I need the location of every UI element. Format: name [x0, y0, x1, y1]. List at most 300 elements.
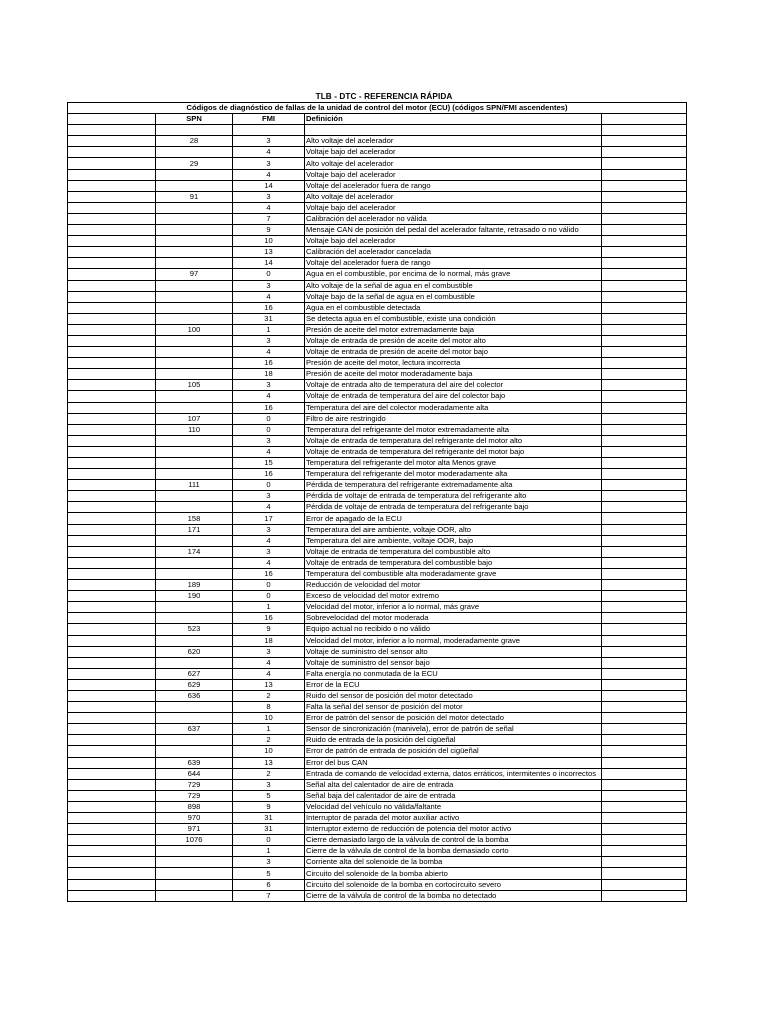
blank-cell	[68, 602, 156, 613]
fmi-cell: 13	[233, 247, 305, 258]
fmi-cell: 8	[233, 702, 305, 713]
definition-cell: Error del bus CAN	[305, 757, 602, 768]
blank-cell	[68, 624, 156, 635]
blank-cell	[68, 524, 156, 535]
blank-cell	[602, 846, 687, 857]
table-row	[68, 269, 687, 280]
definition-cell: Equipo actual no recibido o no válido	[305, 624, 602, 635]
definition-cell: Voltaje de entrada de temperatura del refrigerante del motor bajo	[305, 446, 602, 457]
definition-cell: Voltaje de entrada de temperatura del refrigerante del motor alto	[305, 435, 602, 446]
fmi-cell: 9	[233, 225, 305, 236]
spn-cell	[156, 657, 233, 668]
table-row	[68, 302, 687, 313]
blank-cell	[68, 269, 156, 280]
spn-cell: 28	[156, 136, 233, 147]
fmi-cell: 3	[233, 380, 305, 391]
blank-cell	[602, 580, 687, 591]
definition-cell: Presión de aceite del motor, lectura incorrecta	[305, 358, 602, 369]
blank-cell	[68, 746, 156, 757]
spn-cell: 523	[156, 624, 233, 635]
blank-cell	[68, 879, 156, 890]
blank-cell	[68, 779, 156, 790]
table-row	[68, 890, 687, 901]
fmi-cell: 4	[233, 446, 305, 457]
blank-cell	[68, 358, 156, 369]
table-row	[68, 779, 687, 790]
blank-cell	[68, 424, 156, 435]
blank-cell	[602, 735, 687, 746]
table-row	[68, 580, 687, 591]
fmi-cell: 4	[233, 535, 305, 546]
spn-cell: 637	[156, 724, 233, 735]
table-row	[68, 391, 687, 402]
blank-cell	[602, 524, 687, 535]
blank-cell	[68, 690, 156, 701]
table-subtitle: Códigos de diagnóstico de fallas de la unidad de control del motor (ECU) (códigos SPN/FMI ascendentes)	[68, 103, 687, 114]
definition-cell: Alto voltaje del acelerador	[305, 136, 602, 147]
blank-cell	[68, 846, 156, 857]
table-row	[68, 857, 687, 868]
fmi-cell: 10	[233, 236, 305, 247]
spn-cell	[156, 347, 233, 358]
spn-cell	[156, 491, 233, 502]
table-row	[68, 280, 687, 291]
blank-cell	[68, 324, 156, 335]
blank-cell	[602, 358, 687, 369]
blank-cell	[68, 824, 156, 835]
definition-cell: Pérdida de temperatura del refrigerante extremadamente alta	[305, 480, 602, 491]
fmi-cell: 3	[233, 158, 305, 169]
table-row	[68, 646, 687, 657]
fmi-cell: 2	[233, 690, 305, 701]
fmi-cell	[233, 125, 305, 136]
blank-cell	[602, 757, 687, 768]
table-row	[68, 469, 687, 480]
blank-cell	[68, 147, 156, 158]
fmi-cell: 16	[233, 568, 305, 579]
blank-cell	[602, 302, 687, 313]
blank-cell	[68, 313, 156, 324]
definition-cell: Interruptor externo de reducción de potencia del motor activo	[305, 824, 602, 835]
definition-cell: Voltaje de entrada de presión de aceite del motor alto	[305, 335, 602, 346]
blank-cell	[68, 291, 156, 302]
blank-cell	[602, 713, 687, 724]
definition-cell: Alto voltaje de la señal de agua en el combustible	[305, 280, 602, 291]
blank-cell	[602, 624, 687, 635]
definition-cell: Sensor de sincronización (manivela), error de patrón de señal	[305, 724, 602, 735]
spn-cell: 107	[156, 413, 233, 424]
blank-cell	[68, 169, 156, 180]
table-row	[68, 668, 687, 679]
blank-cell	[602, 424, 687, 435]
definition-cell: Voltaje bajo del acelerador	[305, 169, 602, 180]
blank-cell	[68, 668, 156, 679]
spn-cell	[156, 502, 233, 513]
blank-cell	[68, 191, 156, 202]
table-row	[68, 635, 687, 646]
spn-cell: 898	[156, 801, 233, 812]
table-row	[68, 358, 687, 369]
blank-cell	[68, 391, 156, 402]
fmi-cell: 18	[233, 369, 305, 380]
blank-cell	[68, 158, 156, 169]
blank-cell	[68, 213, 156, 224]
header-spn: SPN	[156, 114, 233, 125]
table-row	[68, 435, 687, 446]
table-row	[68, 546, 687, 557]
spn-cell	[156, 535, 233, 546]
blank-cell	[68, 890, 156, 901]
fmi-cell: 14	[233, 258, 305, 269]
fmi-cell: 1	[233, 846, 305, 857]
table-row	[68, 402, 687, 413]
definition-cell: Agua en el combustible, por encima de lo normal, más grave	[305, 269, 602, 280]
spn-cell: 971	[156, 824, 233, 835]
definition-cell: Voltaje de entrada alto de temperatura del aire del colector	[305, 380, 602, 391]
definition-cell: Temperatura del combustible alta moderadamente grave	[305, 568, 602, 579]
fmi-cell: 7	[233, 890, 305, 901]
blank-cell	[602, 324, 687, 335]
table-row	[68, 735, 687, 746]
definition-cell: Error de apagado de la ECU	[305, 513, 602, 524]
fmi-cell: 18	[233, 635, 305, 646]
table-row	[68, 513, 687, 524]
fmi-cell: 2	[233, 735, 305, 746]
fmi-cell: 6	[233, 879, 305, 890]
definition-cell: Reducción de velocidad del motor	[305, 580, 602, 591]
definition-cell: Ruido del sensor de posición del motor detectado	[305, 690, 602, 701]
spn-cell	[156, 746, 233, 757]
fmi-cell: 0	[233, 835, 305, 846]
blank-cell	[68, 801, 156, 812]
document-title: TLB - DTC - REFERENCIA RÁPIDA	[315, 92, 453, 101]
fmi-cell: 13	[233, 757, 305, 768]
table-row	[68, 369, 687, 380]
spn-cell	[156, 302, 233, 313]
blank-cell	[68, 247, 156, 258]
fmi-cell: 16	[233, 302, 305, 313]
fmi-cell: 1	[233, 602, 305, 613]
definition-cell	[305, 125, 602, 136]
blank-cell	[68, 302, 156, 313]
spn-cell	[156, 602, 233, 613]
fmi-cell: 3	[233, 546, 305, 557]
table-row	[68, 835, 687, 846]
spn-cell	[156, 458, 233, 469]
blank-cell	[602, 801, 687, 812]
blank-cell	[68, 868, 156, 879]
fmi-cell: 0	[233, 413, 305, 424]
table-row	[68, 191, 687, 202]
spn-cell	[156, 202, 233, 213]
blank-cell	[602, 591, 687, 602]
blank-cell	[68, 180, 156, 191]
definition-cell: Calibración del acelerador no válida	[305, 213, 602, 224]
blank-cell	[68, 202, 156, 213]
blank-cell	[68, 280, 156, 291]
blank-cell	[602, 313, 687, 324]
definition-cell: Voltaje de entrada de presión de aceite del motor bajo	[305, 347, 602, 358]
table-row	[68, 757, 687, 768]
fmi-cell: 10	[233, 713, 305, 724]
blank-cell	[602, 269, 687, 280]
definition-cell: Voltaje bajo de la señal de agua en el combustible	[305, 291, 602, 302]
fmi-cell: 3	[233, 779, 305, 790]
blank-cell	[602, 202, 687, 213]
blank-cell	[68, 502, 156, 513]
spn-cell	[156, 313, 233, 324]
definition-cell: Temperatura del aire ambiente, voltaje OOR, alto	[305, 524, 602, 535]
blank-cell	[602, 469, 687, 480]
definition-cell: Cierre de la válvula de control de la bomba no detectado	[305, 890, 602, 901]
header-blank-cell	[68, 114, 156, 125]
blank-cell	[68, 568, 156, 579]
blank-cell	[68, 679, 156, 690]
table-row	[68, 502, 687, 513]
table-row	[68, 335, 687, 346]
blank-cell	[602, 879, 687, 890]
blank-cell	[602, 646, 687, 657]
blank-cell	[602, 402, 687, 413]
spn-cell	[156, 846, 233, 857]
blank-cell	[68, 335, 156, 346]
table-row	[68, 702, 687, 713]
fmi-cell: 16	[233, 469, 305, 480]
table-row	[68, 324, 687, 335]
definition-cell: Interruptor de parada del motor auxiliar activo	[305, 813, 602, 824]
fmi-cell: 3	[233, 524, 305, 535]
blank-cell	[602, 768, 687, 779]
fmi-cell: 4	[233, 391, 305, 402]
spn-cell	[156, 291, 233, 302]
spn-cell	[156, 147, 233, 158]
blank-cell	[602, 491, 687, 502]
definition-cell: Cierre demasiado largo de la válvula de control de la bomba	[305, 835, 602, 846]
blank-cell	[602, 191, 687, 202]
blank-cell	[68, 646, 156, 657]
fmi-cell: 16	[233, 613, 305, 624]
spn-cell	[156, 857, 233, 868]
table-row	[68, 879, 687, 890]
definition-cell: Falta la señal del sensor de posición del motor	[305, 702, 602, 713]
fmi-cell: 2	[233, 768, 305, 779]
spn-cell	[156, 180, 233, 191]
header-fmi: FMI	[233, 114, 305, 125]
table-row	[68, 824, 687, 835]
blank-cell	[68, 546, 156, 557]
spn-cell	[156, 247, 233, 258]
spn-cell: 174	[156, 546, 233, 557]
fmi-cell: 1	[233, 724, 305, 735]
blank-cell	[68, 813, 156, 824]
fmi-cell: 16	[233, 402, 305, 413]
spn-cell	[156, 335, 233, 346]
blank-cell	[68, 347, 156, 358]
spn-cell	[156, 713, 233, 724]
blank-cell	[68, 835, 156, 846]
definition-cell: Falta energía no conmutada de la ECU	[305, 668, 602, 679]
definition-cell: Temperatura del refrigerante del motor extremadamente alta	[305, 424, 602, 435]
fmi-cell: 4	[233, 668, 305, 679]
blank-cell	[602, 824, 687, 835]
spn-cell	[156, 225, 233, 236]
fmi-cell: 17	[233, 513, 305, 524]
blank-cell	[602, 180, 687, 191]
fmi-cell: 4	[233, 557, 305, 568]
spn-cell: 189	[156, 580, 233, 591]
spn-cell: 620	[156, 646, 233, 657]
definition-cell: Voltaje de entrada de temperatura del combustible alto	[305, 546, 602, 557]
blank-cell	[602, 868, 687, 879]
spn-cell	[156, 613, 233, 624]
table-row	[68, 413, 687, 424]
table-row	[68, 846, 687, 857]
blank-cell	[602, 369, 687, 380]
table-row	[68, 624, 687, 635]
blank-cell	[602, 790, 687, 801]
table-row	[68, 258, 687, 269]
blank-cell	[602, 380, 687, 391]
table-row	[68, 125, 687, 136]
definition-cell: Agua en el combustible detectada	[305, 302, 602, 313]
blank-cell	[602, 635, 687, 646]
fmi-cell: 31	[233, 313, 305, 324]
blank-cell	[68, 458, 156, 469]
blank-cell	[68, 724, 156, 735]
blank-cell	[602, 435, 687, 446]
definition-cell: Filtro de aire restringido	[305, 413, 602, 424]
blank-cell	[602, 280, 687, 291]
fmi-cell: 3	[233, 646, 305, 657]
table-row	[68, 524, 687, 535]
fmi-cell: 0	[233, 591, 305, 602]
definition-cell: Mensaje CAN de posición del pedal del acelerador faltante, retrasado o no válido	[305, 225, 602, 236]
table-row	[68, 813, 687, 824]
table-row	[68, 535, 687, 546]
blank-cell	[68, 225, 156, 236]
blank-cell	[68, 591, 156, 602]
spn-cell: 158	[156, 513, 233, 524]
table-row	[68, 236, 687, 247]
table-row	[68, 446, 687, 457]
blank-cell	[602, 813, 687, 824]
blank-cell	[68, 790, 156, 801]
table-row	[68, 213, 687, 224]
blank-cell	[68, 580, 156, 591]
table-row	[68, 347, 687, 358]
definition-cell: Temperatura del aire ambiente, voltaje OOR, bajo	[305, 535, 602, 546]
table-subtitle-row	[68, 103, 687, 114]
definition-cell: Pérdida de voltaje de entrada de temperatura del refrigerante alto	[305, 491, 602, 502]
definition-cell: Voltaje bajo del acelerador	[305, 202, 602, 213]
fmi-cell: 15	[233, 458, 305, 469]
blank-cell	[602, 668, 687, 679]
blank-cell	[602, 136, 687, 147]
definition-cell: Exceso de velocidad del motor extremo	[305, 591, 602, 602]
spn-cell: 1076	[156, 835, 233, 846]
definition-cell: Voltaje del acelerador fuera de rango	[305, 180, 602, 191]
fmi-cell: 9	[233, 624, 305, 635]
fmi-cell: 4	[233, 502, 305, 513]
definition-cell: Voltaje bajo del acelerador	[305, 147, 602, 158]
blank-cell	[602, 557, 687, 568]
fmi-cell: 4	[233, 169, 305, 180]
table-row	[68, 768, 687, 779]
blank-cell	[68, 402, 156, 413]
fmi-cell: 0	[233, 269, 305, 280]
spn-cell	[156, 169, 233, 180]
table-row	[68, 557, 687, 568]
header-definition: Definición	[305, 114, 602, 125]
fmi-cell: 9	[233, 801, 305, 812]
definition-cell: Velocidad del motor, inferior a lo normal, más grave	[305, 602, 602, 613]
table-row	[68, 746, 687, 757]
table-row	[68, 380, 687, 391]
table-row	[68, 158, 687, 169]
definition-cell: Ruido de entrada de la posición del cigüeñal	[305, 735, 602, 746]
table-row	[68, 458, 687, 469]
blank-cell	[602, 679, 687, 690]
fmi-cell: 3	[233, 435, 305, 446]
definition-cell: Circuito del solenoide de la bomba en cortocircuito severo	[305, 879, 602, 890]
spn-cell	[156, 369, 233, 380]
definition-cell: Voltaje bajo del acelerador	[305, 236, 602, 247]
definition-cell: Temperatura del refrigerante del motor alta Menos grave	[305, 458, 602, 469]
spn-cell: 111	[156, 480, 233, 491]
definition-cell: Error de la ECU	[305, 679, 602, 690]
fmi-cell: 3	[233, 857, 305, 868]
blank-cell	[68, 702, 156, 713]
blank-cell	[68, 557, 156, 568]
spn-cell	[156, 879, 233, 890]
fmi-cell: 3	[233, 136, 305, 147]
blank-cell	[602, 458, 687, 469]
blank-cell	[602, 413, 687, 424]
blank-cell	[68, 857, 156, 868]
fmi-cell: 31	[233, 813, 305, 824]
blank-cell	[602, 480, 687, 491]
blank-cell	[602, 546, 687, 557]
definition-cell: Alto voltaje del acelerador	[305, 158, 602, 169]
fmi-cell: 14	[233, 180, 305, 191]
blank-cell	[68, 236, 156, 247]
fmi-cell: 3	[233, 335, 305, 346]
spn-cell	[156, 358, 233, 369]
fmi-cell: 0	[233, 580, 305, 591]
spn-cell	[156, 435, 233, 446]
spn-cell	[156, 557, 233, 568]
table-row	[68, 657, 687, 668]
table-row	[68, 147, 687, 158]
blank-cell	[68, 258, 156, 269]
spn-cell	[156, 702, 233, 713]
spn-cell: 627	[156, 668, 233, 679]
table-body	[68, 125, 687, 902]
spn-cell: 970	[156, 813, 233, 824]
blank-cell	[602, 236, 687, 247]
spn-cell	[156, 469, 233, 480]
table-header-row	[68, 114, 687, 125]
table-row	[68, 868, 687, 879]
header-blank-cell	[602, 114, 687, 125]
definition-cell: Temperatura del refrigerante del motor moderadamente alta	[305, 469, 602, 480]
blank-cell	[602, 446, 687, 457]
spn-cell	[156, 213, 233, 224]
blank-cell	[68, 635, 156, 646]
spn-cell: 110	[156, 424, 233, 435]
spn-cell: 100	[156, 324, 233, 335]
fmi-cell: 5	[233, 868, 305, 879]
